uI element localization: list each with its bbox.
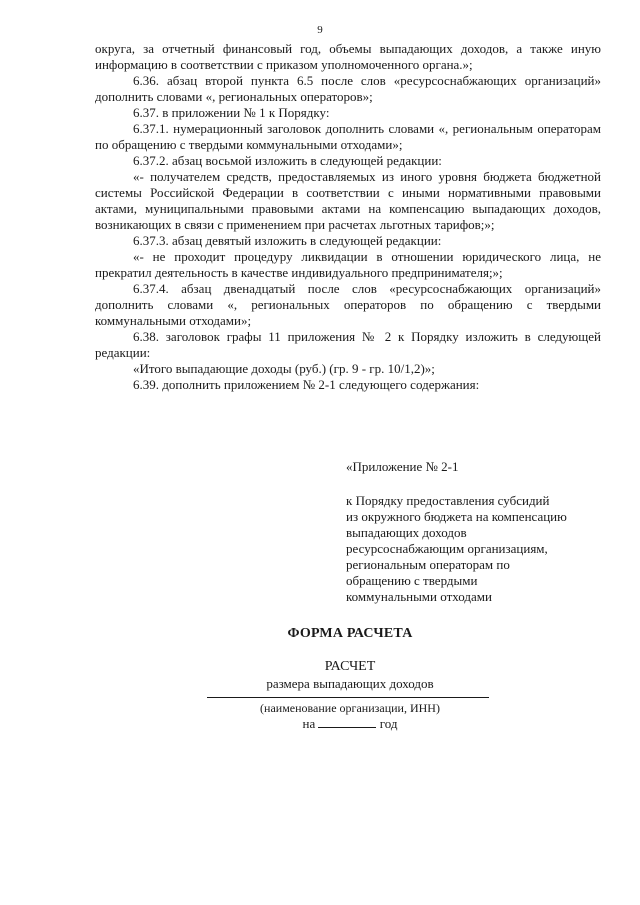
appendix-title: «Приложение № 2-1: [346, 459, 459, 474]
page-number: 9: [317, 24, 323, 36]
appendix-line: выпадающих доходов: [346, 525, 467, 540]
organization-name-line: [207, 697, 489, 698]
paragraph: 6.38. заголовок графы 11 приложения № 2 к Порядку изложить в следующей редакции:: [95, 329, 601, 360]
paragraph: округа, за отчетный финансовый год, объемы выпадающих доходов, а также иную информацию в соответствии с приказом уполномоченного органа.»;: [95, 41, 601, 72]
paragraph: 6.37.3. абзац девятый изложить в следующей редакции:: [133, 233, 442, 248]
appendix-line: коммунальными отходами: [346, 589, 492, 604]
document-body: [95, 41, 601, 393]
year-prefix: на: [302, 716, 316, 731]
paragraph: 6.37.2. абзац восьмой изложить в следующей редакции:: [133, 153, 442, 168]
paragraph: «- не проходит процедуру ликвидации в отношении юридического лица, не прекратил деятельность в качестве индивидуального предпринимателя;»;: [95, 249, 601, 280]
appendix-line: из окружного бюджета на компенсацию: [346, 509, 567, 524]
appendix-line: к Порядку предоставления субсидий: [346, 493, 550, 508]
organization-caption: (наименование организации, ИНН): [260, 701, 440, 715]
calculation-subtitle: размера выпадающих доходов: [266, 676, 434, 691]
paragraph: 6.37.1. нумерационный заголовок дополнить словами «, региональным операторам по обращению с твердыми коммунальными отходами»;: [95, 121, 601, 152]
calculation-title: РАСЧЕТ: [324, 659, 376, 674]
paragraph: 6.36. абзац второй пункта 6.5 после слов «ресурсоснабжающих организаций» дополнить словами «, региональных операторов»;: [95, 73, 601, 104]
paragraph: 6.39. дополнить приложением № 2-1 следующего содержания:: [133, 377, 480, 392]
appendix-line: ресурсоснабжающим организациям,: [346, 541, 548, 556]
appendix-reference: [346, 493, 606, 605]
year-suffix: год: [379, 716, 398, 731]
appendix-line: обращению с твердыми: [346, 573, 478, 588]
paragraph: 6.37.4. абзац двенадцатый после слов «ресурсоснабжающих организаций» дополнить словами «, региональных операторов по обращению с твердыми коммунальными отходами»;: [95, 281, 601, 328]
paragraph: 6.37. в приложении № 1 к Порядку:: [133, 105, 330, 120]
paragraph: «Итого выпадающие доходы (руб.) (гр. 9 - гр. 10/1,2)»;: [133, 361, 435, 376]
form-title: ФОРМА РАСЧЕТА: [287, 626, 413, 641]
appendix-line: региональным операторам по: [346, 557, 510, 572]
year-line: [0, 716, 640, 732]
year-blank: [318, 717, 376, 728]
paragraph: «- получателем средств, предоставляемых из иного уровня бюджета бюджетной системы Российской Федерации в соответствии с иными нормативными правовыми актами, муниципальными правовыми актами на компенсацию выпадающих доходов, возникающих в связи с применением при расчетах льготных тарифов;»;: [95, 169, 601, 232]
